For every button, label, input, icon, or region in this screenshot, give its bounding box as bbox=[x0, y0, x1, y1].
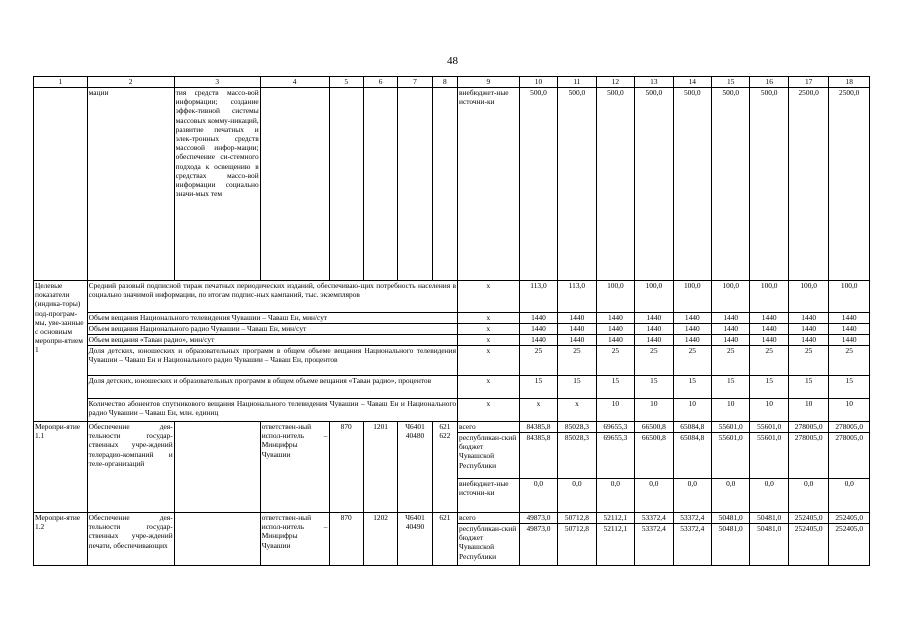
table-cell: х bbox=[519, 399, 557, 422]
indicator-row bbox=[34, 335, 870, 346]
table-cell: 52112,1 bbox=[596, 524, 634, 566]
indicator-row bbox=[34, 313, 870, 324]
table-cell bbox=[174, 422, 260, 513]
table-cell: 10 bbox=[788, 399, 828, 422]
indicator-row bbox=[34, 376, 870, 399]
table-cell bbox=[174, 513, 260, 566]
table-cell: 15 bbox=[829, 376, 870, 399]
table-cell: 100,0 bbox=[635, 281, 673, 313]
table-cell: 84385,8 bbox=[519, 422, 557, 433]
table-cell: 870 bbox=[329, 422, 363, 513]
table-cell: всего bbox=[458, 422, 520, 433]
table-cell: 53372,4 bbox=[635, 513, 673, 524]
table-cell: 1440 bbox=[712, 335, 750, 346]
table-cell: 2500,0 bbox=[788, 88, 828, 281]
table-cell: 1440 bbox=[829, 324, 870, 335]
table-cell: всего bbox=[458, 513, 520, 524]
header-cell: 13 bbox=[635, 77, 673, 88]
header-cell: 15 bbox=[712, 77, 750, 88]
table-cell: 25 bbox=[635, 346, 673, 376]
table-cell: 500,0 bbox=[596, 88, 634, 281]
table-cell: 278005,0 bbox=[829, 433, 870, 479]
header-cell: 16 bbox=[750, 77, 788, 88]
table-cell: 50712,8 bbox=[558, 513, 596, 524]
table-cell: 278005,0 bbox=[788, 422, 828, 433]
column-number-row bbox=[34, 77, 870, 88]
table-cell: х bbox=[458, 281, 520, 313]
table-cell: 0,0 bbox=[635, 479, 673, 513]
table-cell: 1440 bbox=[750, 324, 788, 335]
table-cell: мации bbox=[87, 88, 174, 281]
table-cell: 278005,0 bbox=[829, 422, 870, 433]
table-cell: 65084,8 bbox=[673, 422, 711, 433]
table-cell bbox=[260, 88, 329, 281]
table-cell: 870 bbox=[329, 513, 363, 566]
event-number: Меропри-ятие 1.1 bbox=[34, 422, 88, 513]
table-cell: 55601,0 bbox=[712, 433, 750, 479]
event-title: Обеспечение дея-тельности государ-ственных учре-ждений телерадио-компаний и теле-организаций bbox=[87, 422, 174, 513]
table-cell: 1440 bbox=[558, 335, 596, 346]
table-cell: 50481,0 bbox=[750, 513, 788, 524]
table-cell: 100,0 bbox=[712, 281, 750, 313]
table-cell: 15 bbox=[750, 376, 788, 399]
table-cell: 1440 bbox=[788, 324, 828, 335]
table-cell: 66500,8 bbox=[635, 433, 673, 479]
table-cell: 55601,0 bbox=[750, 433, 788, 479]
table-cell: 69655,3 bbox=[596, 422, 634, 433]
table-cell: 25 bbox=[673, 346, 711, 376]
table-cell: 15 bbox=[673, 376, 711, 399]
header-cell: 14 bbox=[673, 77, 711, 88]
table-cell: 0,0 bbox=[712, 479, 750, 513]
table-cell: 10 bbox=[635, 399, 673, 422]
table-cell: 500,0 bbox=[558, 88, 596, 281]
table-cell: 53372,4 bbox=[673, 524, 711, 566]
header-cell: 7 bbox=[398, 77, 432, 88]
table-cell: 252405,0 bbox=[788, 524, 828, 566]
table-cell: 500,0 bbox=[750, 88, 788, 281]
table-cell: 50481,0 bbox=[750, 524, 788, 566]
table-cell: х bbox=[458, 376, 520, 399]
table-cell bbox=[432, 88, 457, 281]
table-row bbox=[34, 88, 870, 281]
header-cell: 8 bbox=[432, 77, 457, 88]
indicator-name: Доля детских, юношеских и образовательных программ в общем объеме вещания «Таван радио», процентов bbox=[87, 376, 457, 399]
table-cell: 15 bbox=[558, 376, 596, 399]
table-cell bbox=[363, 88, 397, 281]
table-cell: 1440 bbox=[788, 335, 828, 346]
table-cell: 0,0 bbox=[829, 479, 870, 513]
table-cell: 25 bbox=[596, 346, 634, 376]
table-cell: 1440 bbox=[635, 324, 673, 335]
table-cell: 1440 bbox=[673, 335, 711, 346]
table-cell: 100,0 bbox=[788, 281, 828, 313]
table-cell: 1440 bbox=[829, 335, 870, 346]
table-cell: 49873,0 bbox=[519, 513, 557, 524]
table-cell: 0,0 bbox=[673, 479, 711, 513]
table-cell: внебюджет-ные источни-ки bbox=[458, 479, 520, 513]
table-cell: х bbox=[458, 324, 520, 335]
table-cell: Ч6401 40480 bbox=[398, 422, 432, 513]
table-cell: 113,0 bbox=[519, 281, 557, 313]
header-cell: 3 bbox=[174, 77, 260, 88]
table-cell: 85028,3 bbox=[558, 433, 596, 479]
table-cell: 65084,8 bbox=[673, 433, 711, 479]
table-cell: 15 bbox=[519, 376, 557, 399]
table-cell: 10 bbox=[750, 399, 788, 422]
header-cell: 9 bbox=[458, 77, 520, 88]
event-title: Обеспечение дея-тельности государ-ственных учре-ждений печати, обеспечивающих bbox=[87, 513, 174, 566]
table-cell: 1440 bbox=[673, 324, 711, 335]
indicator-row bbox=[34, 324, 870, 335]
table-row bbox=[34, 513, 870, 524]
table-cell: 100,0 bbox=[750, 281, 788, 313]
table-cell: 1440 bbox=[673, 313, 711, 324]
indicator-name: Количество абонентов спутникового вещания Национального телевидения Чувашии – Чаваш Ен и Национального радио Чувашии – Чаваш Ен, млн. единиц bbox=[87, 399, 457, 422]
table-cell: х bbox=[458, 313, 520, 324]
table-cell: 500,0 bbox=[635, 88, 673, 281]
header-cell: 10 bbox=[519, 77, 557, 88]
indicator-row bbox=[34, 281, 870, 313]
table-cell: 621 622 bbox=[432, 422, 457, 513]
table-cell: 85028,3 bbox=[558, 422, 596, 433]
table-cell: 69655,3 bbox=[596, 433, 634, 479]
indicator-name: Объем вещания Национального радио Чувашии – Чаваш Ен, мин/сут bbox=[87, 324, 457, 335]
table-cell: 10 bbox=[673, 399, 711, 422]
header-cell: 12 bbox=[596, 77, 634, 88]
indicator-name: Доля детских, юношеских и образовательных программ в общем объеме вещания Национального телевидения Чувашии – Чаваш Ен и Национального радио Чувашии – Чаваш Ен, процентов bbox=[87, 346, 457, 376]
table-cell: 252405,0 bbox=[788, 513, 828, 524]
table-cell: х bbox=[458, 335, 520, 346]
table-cell: республикан-ский бюджет Чувашской Республики bbox=[458, 524, 520, 566]
table-cell: 66500,8 bbox=[635, 422, 673, 433]
table-cell: 0,0 bbox=[558, 479, 596, 513]
table-cell: 10 bbox=[596, 399, 634, 422]
table-cell: 50712,8 bbox=[558, 524, 596, 566]
table-cell: 1440 bbox=[635, 335, 673, 346]
table-cell: 1440 bbox=[788, 313, 828, 324]
header-cell: 17 bbox=[788, 77, 828, 88]
header-cell: 6 bbox=[363, 77, 397, 88]
table-cell: 10 bbox=[829, 399, 870, 422]
table-cell: 25 bbox=[788, 346, 828, 376]
table-cell: 1440 bbox=[712, 324, 750, 335]
table-cell: 113,0 bbox=[558, 281, 596, 313]
table-cell: 50481,0 bbox=[712, 513, 750, 524]
table-cell: 1202 bbox=[363, 513, 397, 566]
table-cell: 25 bbox=[558, 346, 596, 376]
table-cell: 1440 bbox=[519, 324, 557, 335]
table-cell: 0,0 bbox=[519, 479, 557, 513]
table-cell: 1440 bbox=[558, 324, 596, 335]
header-cell: 18 bbox=[829, 77, 870, 88]
table-cell: 52112,1 bbox=[596, 513, 634, 524]
table-cell: 1440 bbox=[596, 313, 634, 324]
table-cell: 278005,0 bbox=[788, 433, 828, 479]
event-number: Меропри-ятие 1.2 bbox=[34, 513, 88, 566]
table-cell bbox=[329, 88, 363, 281]
table-cell: 25 bbox=[519, 346, 557, 376]
table-cell: 1440 bbox=[750, 335, 788, 346]
table-cell: 15 bbox=[712, 376, 750, 399]
table-cell: 25 bbox=[712, 346, 750, 376]
program-table bbox=[33, 76, 870, 566]
table-cell: 1201 bbox=[363, 422, 397, 513]
page-number: 48 bbox=[447, 55, 458, 67]
header-cell: 11 bbox=[558, 77, 596, 88]
table-cell: 1440 bbox=[519, 313, 557, 324]
table-cell: республикан-ский бюджет Чувашской Республики bbox=[458, 433, 520, 479]
table-row bbox=[34, 422, 870, 433]
indicator-row bbox=[34, 399, 870, 422]
table-cell: 1440 bbox=[635, 313, 673, 324]
table-cell: 2500,0 bbox=[829, 88, 870, 281]
table-cell: 252405,0 bbox=[829, 513, 870, 524]
table-cell: 50481,0 bbox=[712, 524, 750, 566]
table-cell: 15 bbox=[596, 376, 634, 399]
table-cell: 500,0 bbox=[712, 88, 750, 281]
indicator-name: Средний разовый подписной тираж печатных периодических изданий, обеспечиваю-щих потребность населения в социально значимой информации, по итогам подпис-ных кампаний, тыс. экземпляров bbox=[87, 281, 457, 313]
table-cell: 252405,0 bbox=[829, 524, 870, 566]
header-cell: 4 bbox=[260, 77, 329, 88]
responsible-executor: ответствен-ный испол-нитель – Минцифры Чувашии bbox=[260, 422, 329, 513]
table-cell: 1440 bbox=[829, 313, 870, 324]
table-cell: тия средств массо-вой информации; создание эффек-тивной системы массовых комму-никаций, развитие печатных и элек-тронных средств массовой инфор-мации; обеспечение си-стемного подхода к освещению в средствах массо-вой информации социально значи-мых тем bbox=[174, 88, 260, 281]
header-cell: 1 bbox=[34, 77, 88, 88]
table-cell: 100,0 bbox=[596, 281, 634, 313]
table-cell: 15 bbox=[788, 376, 828, 399]
table-cell: х bbox=[458, 399, 520, 422]
header-cell: 2 bbox=[87, 77, 174, 88]
table-cell: 500,0 bbox=[519, 88, 557, 281]
indicator-name: Объем вещания Национального телевидения Чувашии – Чаваш Ен, мин/сут bbox=[87, 313, 457, 324]
table-cell: х bbox=[558, 399, 596, 422]
table-cell: 1440 bbox=[596, 335, 634, 346]
table-cell: 55601,0 bbox=[712, 422, 750, 433]
table-cell: 1440 bbox=[596, 324, 634, 335]
table-cell: 55601,0 bbox=[750, 422, 788, 433]
table-cell: 10 bbox=[712, 399, 750, 422]
table-cell: 25 bbox=[829, 346, 870, 376]
table-cell: 621 bbox=[432, 513, 457, 566]
table-cell: х bbox=[458, 346, 520, 376]
indicators-label: Целевые показатели (индика-торы) под-програм-мы, уве-занные с основным меропри-ятием 1 bbox=[34, 281, 88, 422]
table-cell bbox=[398, 88, 432, 281]
indicator-name: Объем вещания «Таван радио», мин/сут bbox=[87, 335, 457, 346]
table-cell: 53372,4 bbox=[673, 513, 711, 524]
table-cell: Ч6401 40490 bbox=[398, 513, 432, 566]
table-cell: 0,0 bbox=[750, 479, 788, 513]
table-cell: 1440 bbox=[750, 313, 788, 324]
table-cell: 1440 bbox=[712, 313, 750, 324]
table-cell: внебюджет-ные источни-ки bbox=[458, 88, 520, 281]
table-cell: 500,0 bbox=[673, 88, 711, 281]
table-cell: 49873,0 bbox=[519, 524, 557, 566]
table-cell: 53372,4 bbox=[635, 524, 673, 566]
indicator-row bbox=[34, 346, 870, 376]
table-cell: 100,0 bbox=[673, 281, 711, 313]
table-cell: 1440 bbox=[558, 313, 596, 324]
table-cell: 0,0 bbox=[596, 479, 634, 513]
header-cell: 5 bbox=[329, 77, 363, 88]
table-cell: 1440 bbox=[519, 335, 557, 346]
table-cell: 0,0 bbox=[788, 479, 828, 513]
table-cell: 15 bbox=[635, 376, 673, 399]
table-cell bbox=[34, 88, 88, 281]
table-cell: 84385,8 bbox=[519, 433, 557, 479]
table-cell: 25 bbox=[750, 346, 788, 376]
responsible-executor: ответствен-ный испол-нитель – Минцифры Чувашии bbox=[260, 513, 329, 566]
table-cell: 100,0 bbox=[829, 281, 870, 313]
